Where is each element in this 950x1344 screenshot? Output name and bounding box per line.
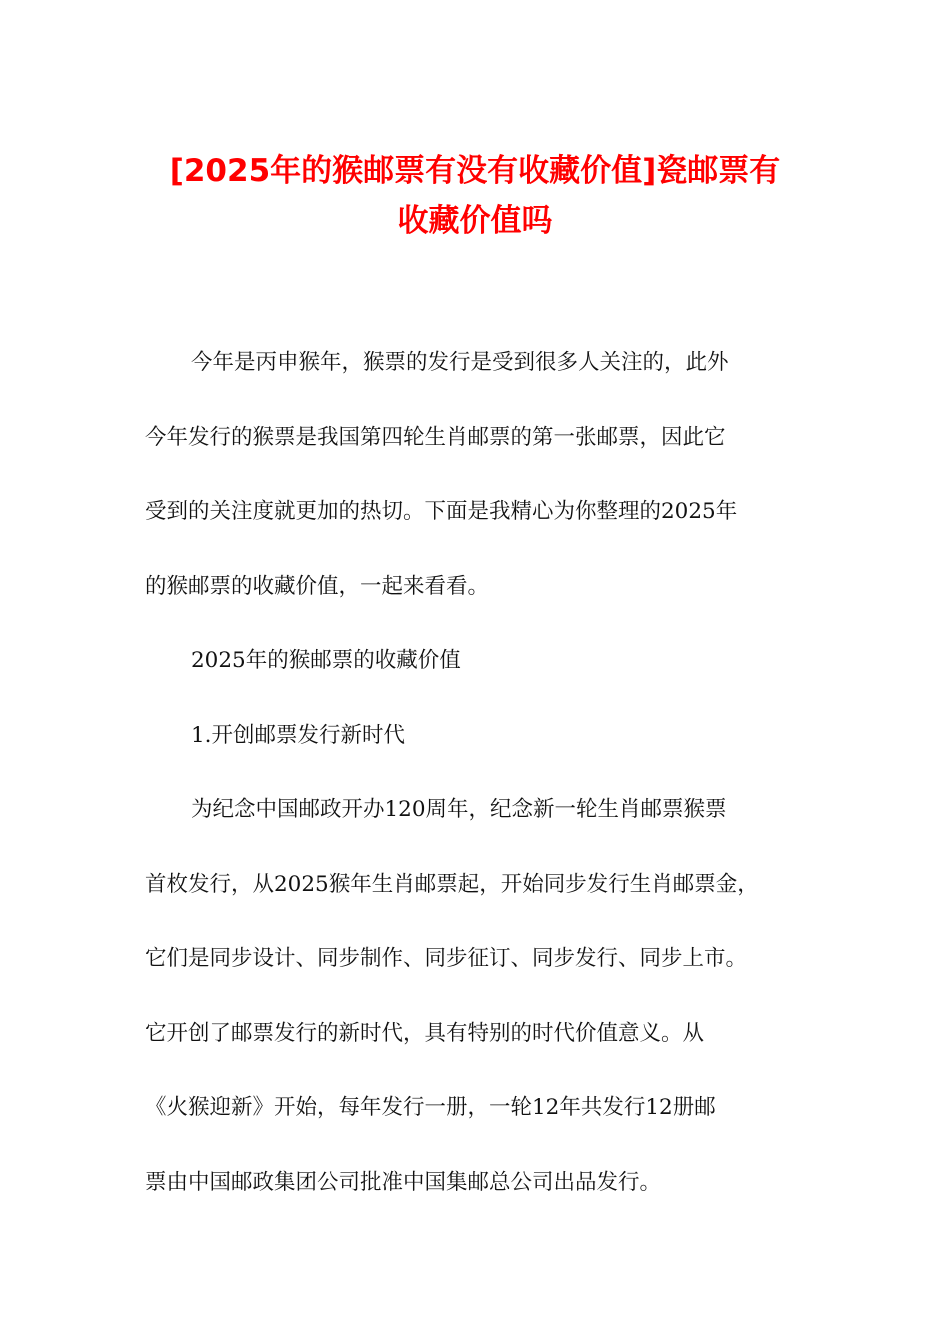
document-title	[120, 146, 830, 246]
paragraph-line: 它开创了邮票发行的新时代，具有特别的时代价值意义。从	[145, 1020, 705, 1046]
section-heading: 2025年的猴邮票的收藏价值	[191, 648, 461, 673]
paragraph-line: 票由中国邮政集团公司批准中国集邮总公司出品发行。	[145, 1169, 662, 1195]
title-line-1: [2025年的猴邮票有没有收藏价值]瓷邮票有	[169, 153, 781, 189]
paragraph-line: 的猴邮票的收藏价值，一起来看看。	[145, 573, 490, 599]
document-body	[145, 326, 815, 1220]
paragraph-line: 它们是同步设计、同步制作、同步征订、同步发行、同步上市。	[145, 946, 748, 971]
paragraph-line: 《火猴迎新》开始，每年发行一册，一轮12年共发行12册邮	[145, 1095, 716, 1120]
paragraph-line: 今年发行的猴票是我国第四轮生肖邮票的第一张邮票，因此它	[145, 424, 726, 450]
paragraph-line: 今年是丙申猴年，猴票的发行是受到很多人关注的，此外	[191, 350, 729, 375]
paragraph-line: 为纪念中国邮政开办120周年，纪念新一轮生肖邮票猴票	[191, 797, 727, 822]
title-line-2: 收藏价值吗	[397, 203, 553, 239]
subsection-heading: 1.开创邮票发行新时代	[191, 722, 406, 748]
paragraph-line: 首枚发行，从2025猴年生肖邮票起，开始同步发行生肖邮票金，	[145, 871, 759, 897]
paragraph-line: 受到的关注度就更加的热切。下面是我精心为你整理的2025年	[145, 499, 738, 524]
